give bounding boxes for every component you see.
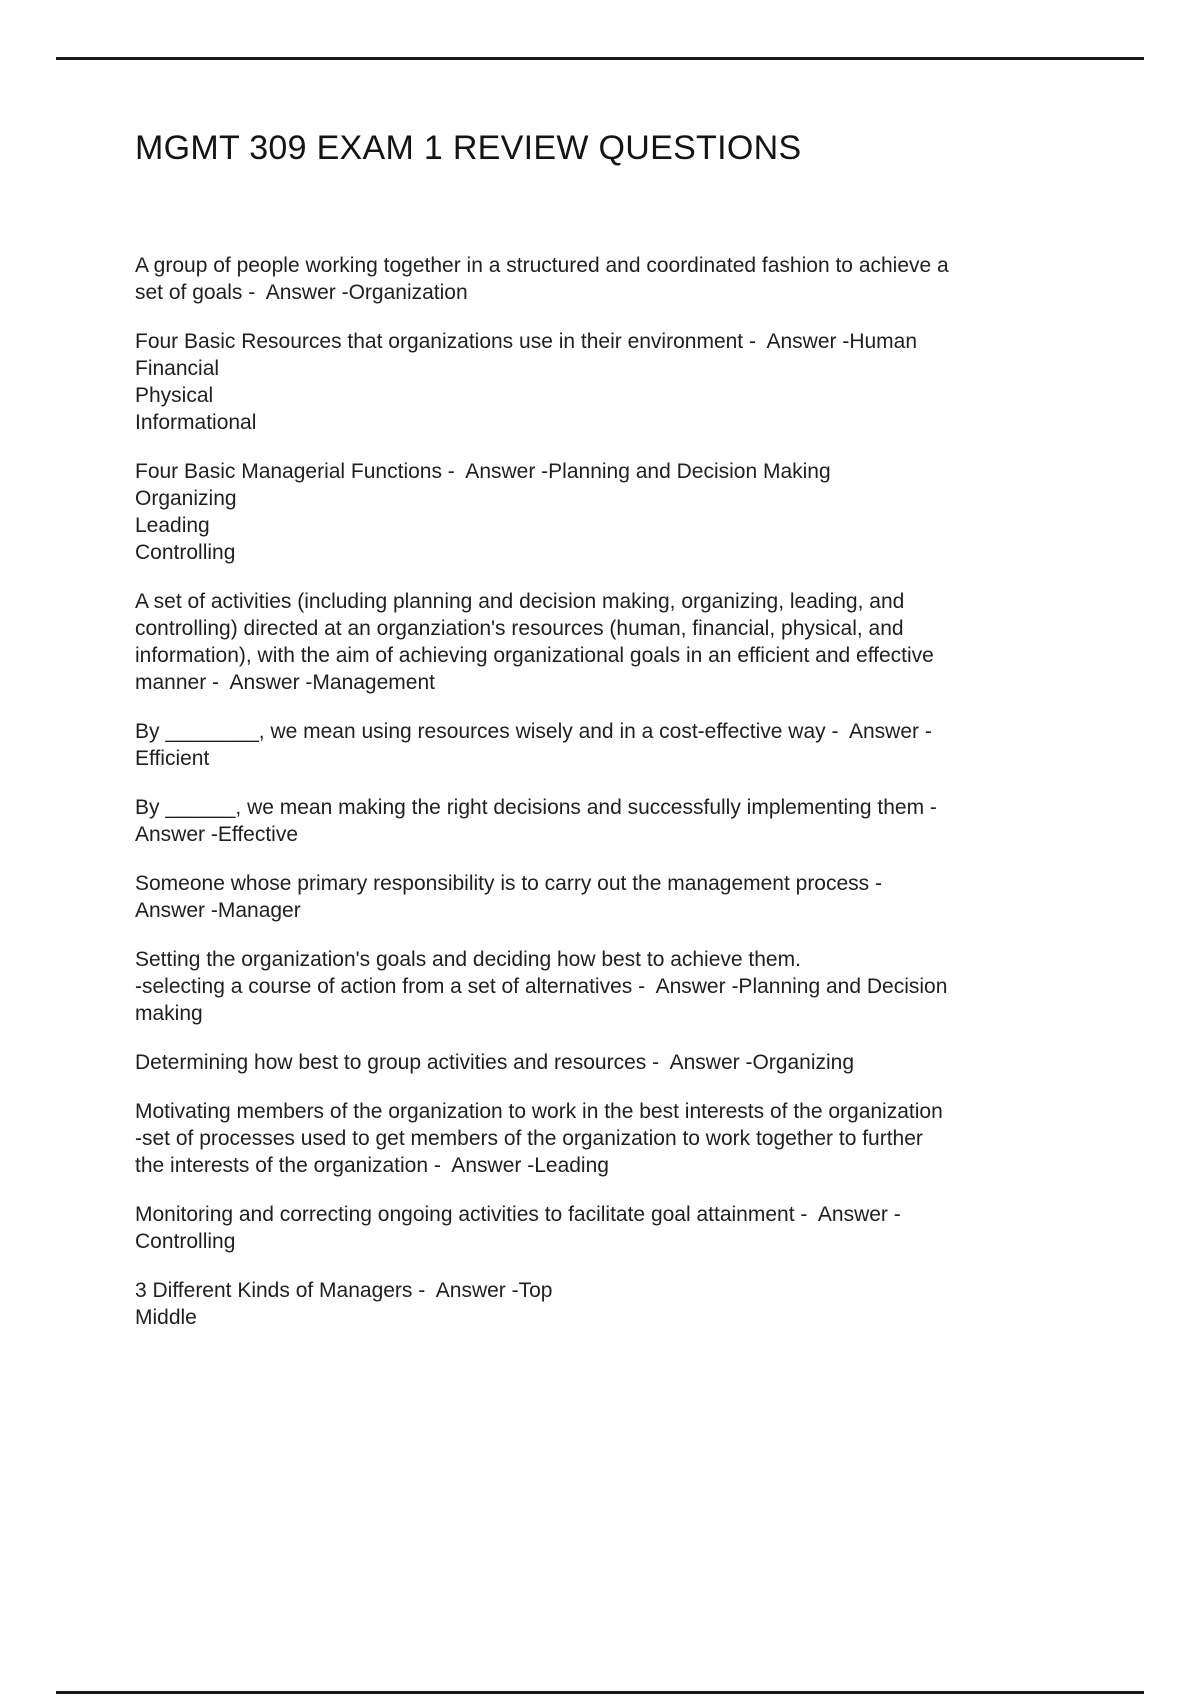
qa-line: Answer -Manager	[135, 899, 301, 922]
qa-line: the interests of the organization - Answer -Leading	[135, 1154, 609, 1177]
qa-line: Monitoring and correcting ongoing activities to facilitate goal attainment - Answer -	[135, 1203, 901, 1226]
qa-line: Answer -Effective	[135, 823, 299, 846]
qa-line: By ________, we mean using resources wisely and in a cost-effective way - Answer -	[135, 720, 932, 743]
qa-item	[135, 458, 1075, 566]
qa-line: information), with the aim of achieving organizational goals in an efficient and effective	[135, 644, 934, 667]
qa-item	[135, 1098, 1075, 1179]
qa-item	[135, 718, 1075, 772]
qa-line: Controlling	[135, 541, 236, 564]
qa-line: Leading	[135, 514, 210, 537]
qa-item	[135, 252, 1075, 306]
page-title: MGMT 309 EXAM 1 REVIEW QUESTIONS	[135, 129, 802, 167]
qa-item	[135, 946, 1075, 1027]
qa-line: Four Basic Resources that organizations use in their environment - Answer -Human	[135, 330, 918, 353]
qa-line: A set of activities (including planning and decision making, organizing, leading, and	[135, 590, 905, 613]
qa-item	[135, 794, 1075, 848]
qa-item	[135, 870, 1075, 924]
qa-item	[135, 588, 1075, 696]
qa-line: By ______, we mean making the right decisions and successfully implementing them -	[135, 796, 937, 819]
qa-line: Someone whose primary responsibility is to carry out the management process -	[135, 872, 882, 895]
qa-item	[135, 1201, 1075, 1255]
qa-line: Four Basic Managerial Functions - Answer -Planning and Decision Making	[135, 460, 831, 483]
qa-line: A group of people working together in a structured and coordinated fashion to achieve a	[135, 254, 949, 277]
top-rule	[56, 57, 1144, 60]
qa-line: Determining how best to group activities and resources - Answer -Organizing	[135, 1051, 855, 1074]
qa-line: Setting the organization's goals and deciding how best to achieve them.	[135, 948, 801, 971]
qa-line: manner - Answer -Management	[135, 671, 435, 694]
qa-item	[135, 1277, 1075, 1331]
qa-line: Middle	[135, 1306, 197, 1329]
qa-line: Controlling	[135, 1230, 236, 1253]
qa-line: Financial	[135, 357, 220, 380]
qa-list	[135, 252, 1075, 1331]
qa-line: controlling) directed at an organziation's resources (human, financial, physical, and	[135, 617, 904, 640]
qa-line: 3 Different Kinds of Managers - Answer -Top	[135, 1279, 553, 1302]
qa-line: making	[135, 1002, 203, 1025]
qa-line: Organizing	[135, 487, 237, 510]
document-content	[135, 128, 1075, 1353]
qa-line: Physical	[135, 384, 214, 407]
qa-line: -set of processes used to get members of the organization to work together to further	[135, 1127, 923, 1150]
qa-line: Efficient	[135, 747, 210, 770]
qa-line: -selecting a course of action from a set of alternatives - Answer -Planning and Decision	[135, 975, 948, 998]
qa-line: Motivating members of the organization to work in the best interests of the organization	[135, 1100, 943, 1123]
qa-item	[135, 328, 1075, 436]
qa-item	[135, 1049, 1075, 1076]
qa-line: set of goals - Answer -Organization	[135, 281, 468, 304]
qa-line: Informational	[135, 411, 257, 434]
bottom-rule	[56, 1691, 1144, 1694]
